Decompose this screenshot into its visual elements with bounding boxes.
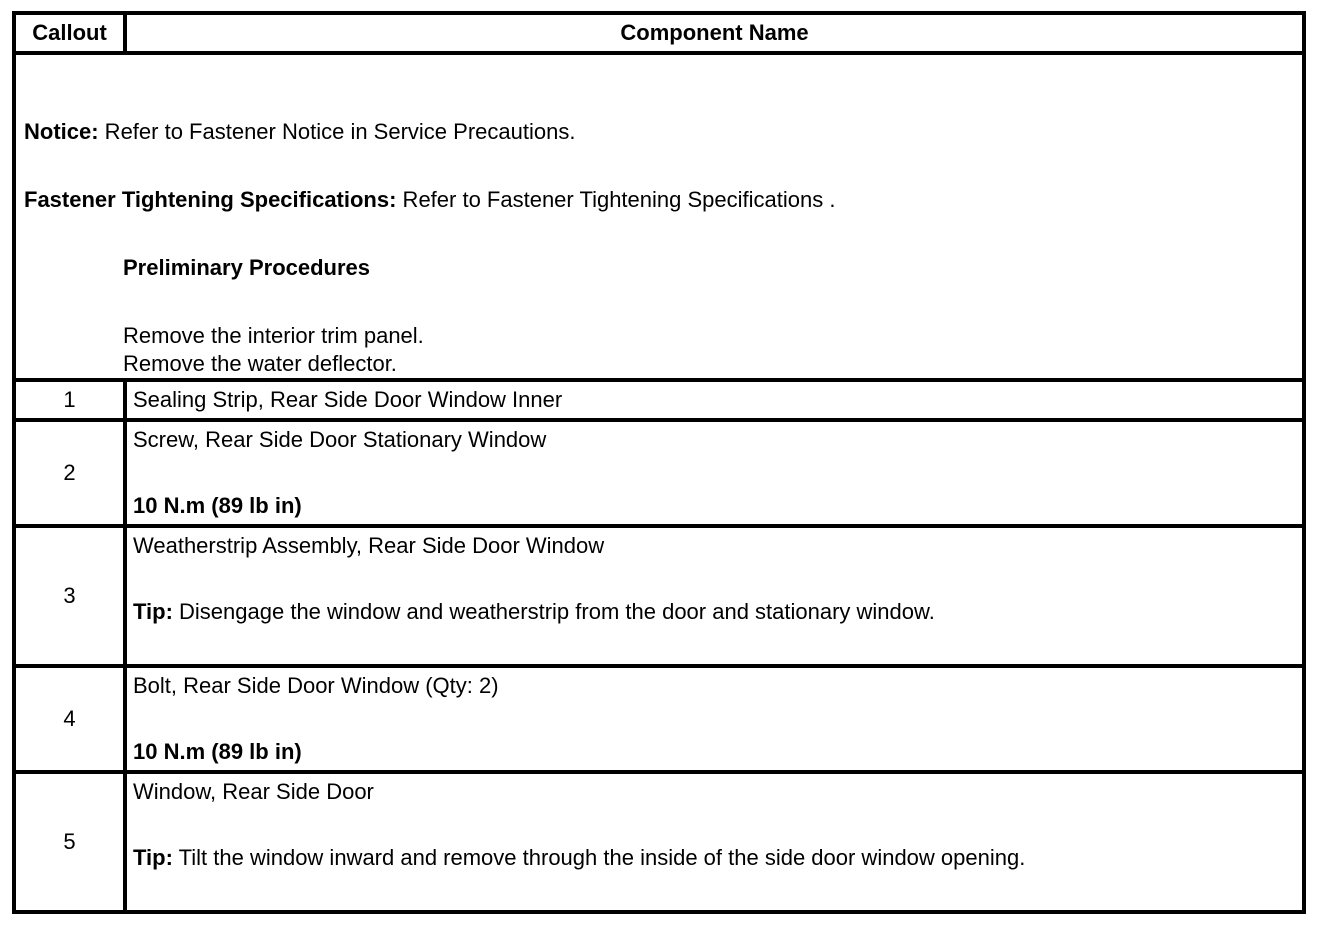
component-name-header: Component Name [125,13,1304,53]
callout-cell: 1 [14,380,125,420]
tip-body: Tilt the window inward and remove through the inside of the side door window opening. [172,845,1026,870]
tip-text [133,844,1296,872]
tip-body: Disengage the window and weatherstrip from the door and stationary window. [172,599,935,624]
component-name: Weatherstrip Assembly, Rear Side Door Window [133,533,605,558]
header-row [14,13,1304,53]
tip-text [133,598,1296,626]
fastener-label: Fastener Tightening Specifications: [24,187,397,212]
table-row [14,526,1304,666]
table-row [14,420,1304,526]
preliminary-procedures-title: Preliminary Procedures [123,255,371,280]
notice-label: Notice: [24,119,99,144]
tip-label: Tip: [133,845,173,870]
component-name: Window, Rear Side Door [133,779,374,804]
intro-row [14,53,1304,380]
fastener-paragraph [24,186,1294,214]
component-table [12,11,1306,914]
component-name: Screw, Rear Side Door Stationary Window [133,427,547,452]
tip-label: Tip: [133,599,173,624]
table-row [14,666,1304,772]
table-row [14,772,1304,912]
callout-cell: 4 [14,666,125,772]
torque-spec: 10 N.m (89 lb in) [133,739,302,764]
preliminary-step: Remove the water deflector. [123,351,397,376]
component-name-cell [125,420,1304,526]
component-name-cell [125,380,1304,420]
torque-spec: 10 N.m (89 lb in) [133,493,302,518]
callout-cell: 2 [14,420,125,526]
callout-header: Callout [14,13,125,53]
fastener-text: Refer to Fastener Tightening Specifications . [396,187,836,212]
component-name-cell [125,666,1304,772]
component-name: Bolt, Rear Side Door Window (Qty: 2) [133,673,499,698]
notice-paragraph [24,118,1294,146]
component-name-cell [125,772,1304,912]
callout-cell: 3 [14,526,125,666]
callout-cell: 5 [14,772,125,912]
component-name: Sealing Strip, Rear Side Door Window Inner [133,387,563,412]
preliminary-step: Remove the interior trim panel. [123,323,424,348]
notice-text: Refer to Fastener Notice in Service Precautions. [98,119,576,144]
intro-cell [14,53,1304,380]
component-name-cell [125,526,1304,666]
table-row [14,380,1304,420]
